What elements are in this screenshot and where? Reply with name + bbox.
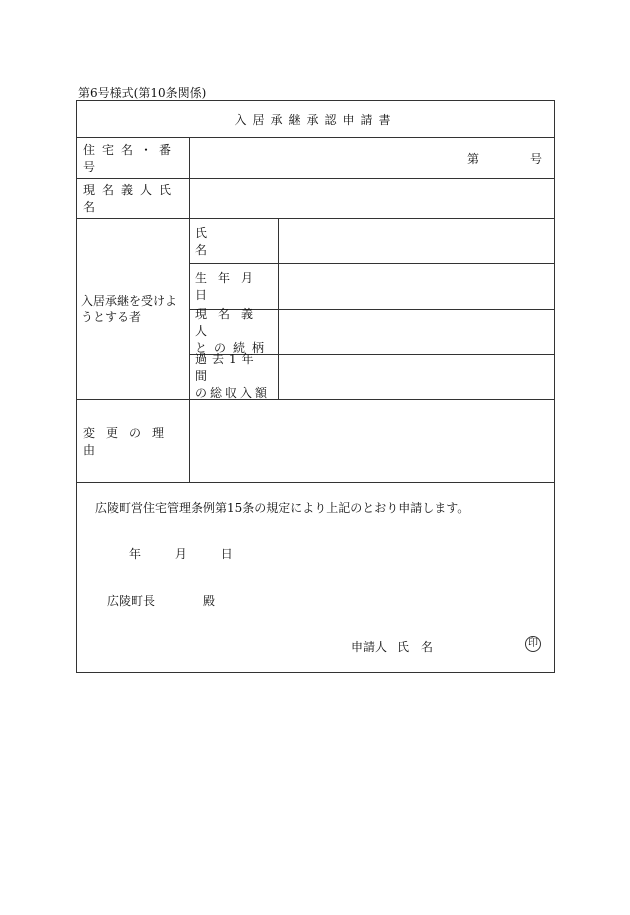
successor-name-label: 氏名 (195, 225, 258, 257)
birth-label: 生年月日 (195, 271, 265, 302)
row-divider (77, 482, 554, 483)
applicant-line: 申請人 氏 名 (351, 640, 434, 654)
declaration-text: 広陵町営住宅管理条例第15条の規定により上記のとおり申請します。 (95, 501, 470, 515)
birth-field[interactable] (279, 264, 554, 309)
application-date: 年 月 日 (129, 547, 233, 561)
form-number-heading: 第6号様式(第10条関係) (78, 86, 207, 100)
income-label: 過去1年間 の総収入額 (195, 352, 271, 400)
relation-label: 現名義人 との続柄 (195, 307, 272, 355)
relation-field[interactable] (279, 310, 554, 354)
reason-field[interactable] (190, 400, 554, 482)
successor-name-field[interactable] (279, 219, 554, 263)
seal-icon: 印 (525, 636, 541, 652)
application-form (76, 100, 555, 673)
reason-label: 変更の理由 (83, 425, 176, 457)
house-number-prefix: 第 (467, 152, 480, 166)
income-field[interactable] (279, 355, 554, 399)
house-field[interactable] (190, 138, 554, 178)
current-holder-field[interactable] (190, 179, 554, 218)
house-label: 住宅名・番号 (83, 142, 179, 174)
successor-label: 入居承継を受けようとする者 (81, 293, 178, 324)
current-holder-label: 現名義人氏名 (83, 183, 179, 214)
house-number-suffix: 号 (530, 152, 543, 166)
addressee: 広陵町長 殿 (107, 594, 216, 608)
form-title: 入居承継承認申請書 (234, 112, 397, 127)
